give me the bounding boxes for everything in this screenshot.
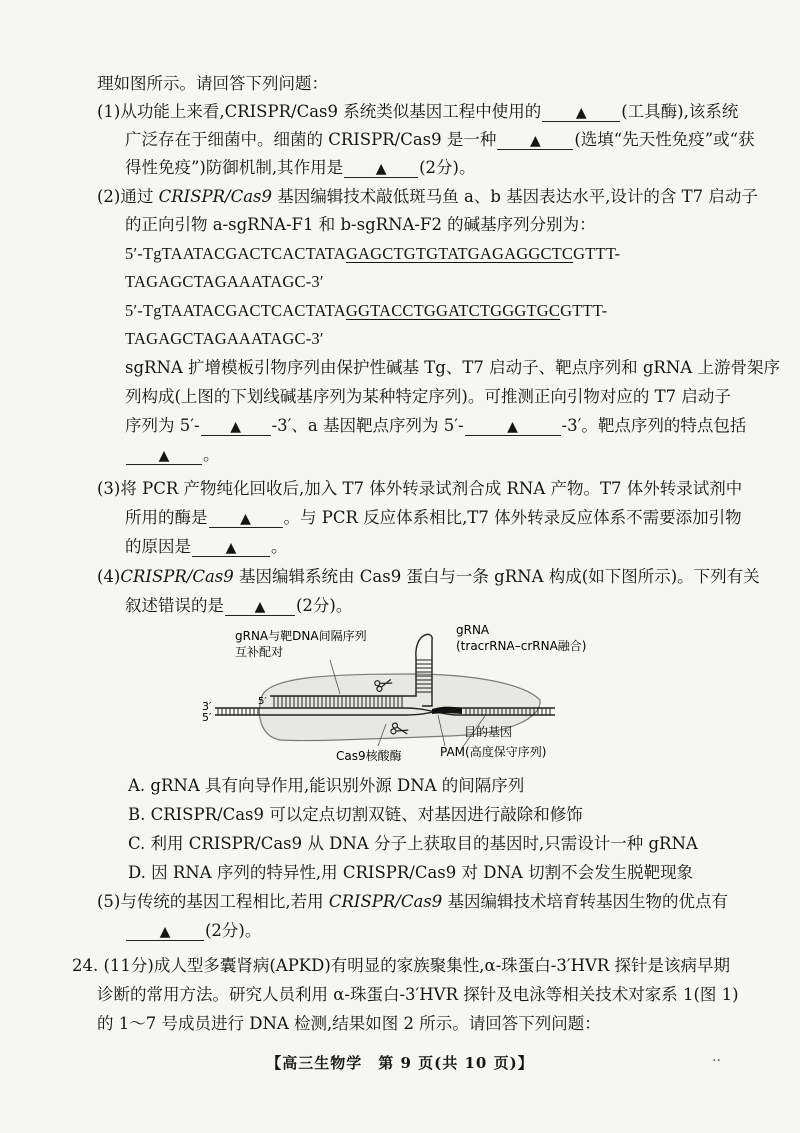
page-footer: 【高三生物学 第 9 页(共 10 页)】: [266, 1054, 534, 1072]
crispr-cas9-diagram: [200, 618, 620, 778]
q24-line-2: 诊断的常用方法。研究人员利用 α-珠蛋白-3′HVR 探针及电泳等相关技术对家系 1(图 1): [97, 985, 739, 1004]
q3-blank-2[interactable]: ▲: [192, 538, 270, 557]
q2-line-9: 序列为 5′- ▲ -3′、a 基因靶点序列为 5′- ▲ -3′。靶点序列的特点包括: [125, 416, 747, 435]
label-target-gene: 目的基因: [464, 725, 513, 739]
q1-blank-1[interactable]: ▲: [542, 103, 620, 122]
corner-mark: ··: [712, 1053, 721, 1069]
intro-text: 理如图所示。请回答下列问题：: [97, 74, 328, 93]
q5-blank-1[interactable]: ▲: [126, 922, 204, 941]
q1-line-1: (1)从功能上来看,CRISPR/Cas9 系统类似基因工程中使用的 ▲ (工具酶),该系统: [97, 102, 739, 121]
primer-b-line-1: 5′-TgTAATACGACTCACTATAGGTACCTGGATCTGGGTGCGTTT-: [125, 301, 608, 320]
q4-line-1: (4)CRISPR/Cas9 基因编辑系统由 Cas9 蛋白与一条 gRNA 构成(如下图所示)。下列有关: [97, 567, 760, 586]
q1-blank-2[interactable]: ▲: [497, 131, 573, 150]
q2-line-1: (2)通过 CRISPR/Cas9 基因编辑技术敲低斑马鱼 a、b 基因表达水平,设计的含 T7 启动子: [97, 187, 758, 206]
q3-line-3: 的原因是 ▲ 。: [125, 537, 288, 556]
label-cas9: Cas9核酸酶: [336, 749, 402, 763]
q2-line-2: 的正向引物 a-sgRNA-F1 和 b-sgRNA-F2 的碱基序列分别为：: [125, 215, 596, 234]
q2-blank-1[interactable]: ▲: [201, 417, 271, 436]
label-5prime-inner: 5′: [258, 696, 267, 707]
label-spacer-1: gRNA与靶DNA间隔序列: [235, 629, 367, 643]
label-grna-sub: (tracrRNA–crRNA融合): [456, 639, 587, 653]
q4-line-2: 叙述错误的是 ▲ (2分)。: [125, 596, 353, 615]
q4-blank-1[interactable]: ▲: [225, 597, 295, 616]
label-5prime: 5′: [202, 711, 212, 724]
primer-b-line-2: TAGAGCTAGAAATAGC-3′: [125, 329, 324, 348]
q1-line-3: 得性免疫”)防御机制,其作用是 ▲ (2分)。: [125, 158, 476, 177]
q5-line-1: (5)与传统的基因工程相比,若用 CRISPR/Cas9 基因编辑技术培育转基因生物的优点有: [97, 892, 729, 911]
q24-line-1: 24. (11分)成人型多囊肾病(APKD)有明显的家族聚集性,α-珠蛋白-3′HVR 探针是该病早期: [72, 956, 731, 975]
primer-a-line-1: 5′-TgTAATACGACTCACTATAGAGCTGTGTATGAGAGGCTCGTTT-: [125, 244, 621, 263]
q5-line-2: ▲ (2分)。: [125, 919, 261, 943]
label-grna: gRNA: [456, 623, 490, 637]
q4-option-c: C. 利用 CRISPR/Cas9 从 DNA 分子上获取目的基因时,只需设计一种 gRNA: [128, 834, 698, 853]
q1-blank-3[interactable]: ▲: [344, 159, 418, 178]
label-spacer-2: 互补配对: [235, 645, 284, 659]
dna-rungs-left: [218, 708, 258, 715]
q4-option-a: A. gRNA 具有向导作用,能识别外源 DNA 的间隔序列: [128, 776, 525, 795]
q2-line-7: sgRNA 扩增模板引物序列由保护性碱基 Tg、T7 启动子、靶点序列和 gRNA 上游骨架序: [125, 358, 780, 377]
q4-option-b: B. CRISPR/Cas9 可以定点切割双链、对基因进行敲除和修饰: [128, 805, 583, 824]
q3-line-2: 所用的酶是 ▲ 。与 PCR 反应体系相比,T7 体外转录反应体系不需要添加引物: [125, 508, 742, 527]
q1-line-2: 广泛存在于细菌中。细菌的 CRISPR/Cas9 是一种 ▲ (选填“先天性免疫”或“获: [125, 130, 755, 149]
q2-line-10: ▲ 。: [125, 443, 220, 467]
q24-line-3: 的 1～7 号成员进行 DNA 检测,结果如图 2 所示。请回答下列问题：: [97, 1014, 601, 1033]
label-pam: PAM(高度保守序列): [440, 745, 547, 759]
q2-line-8: 列构成(上图的下划线碱基序列为某种特定序列)。可推测正向引物对应的 T7 启动子: [125, 387, 731, 406]
label-3prime: 3′: [202, 700, 212, 713]
q3-line-1: (3)将 PCR 产物纯化回收后,加入 T7 体外转录试剂合成 RNA 产物。T7 体外转录试剂中: [97, 479, 743, 498]
grna-loop: [416, 634, 432, 658]
primer-a-target-sequence: GAGCTGTGTATGAGAGGCTC: [345, 244, 574, 263]
q2-blank-3[interactable]: ▲: [126, 446, 202, 465]
primer-b-target-sequence: GGTACCTGGATCTGGGTGC: [345, 301, 561, 320]
q3-blank-1[interactable]: ▲: [209, 509, 283, 528]
q2-blank-2[interactable]: ▲: [465, 417, 561, 436]
q4-option-d: D. 因 RNA 序列的特异性,用 CRISPR/Cas9 对 DNA 切割不会发生脱靶现象: [128, 863, 694, 882]
primer-a-line-2: TAGAGCTAGAAATAGC-3′: [125, 272, 324, 291]
